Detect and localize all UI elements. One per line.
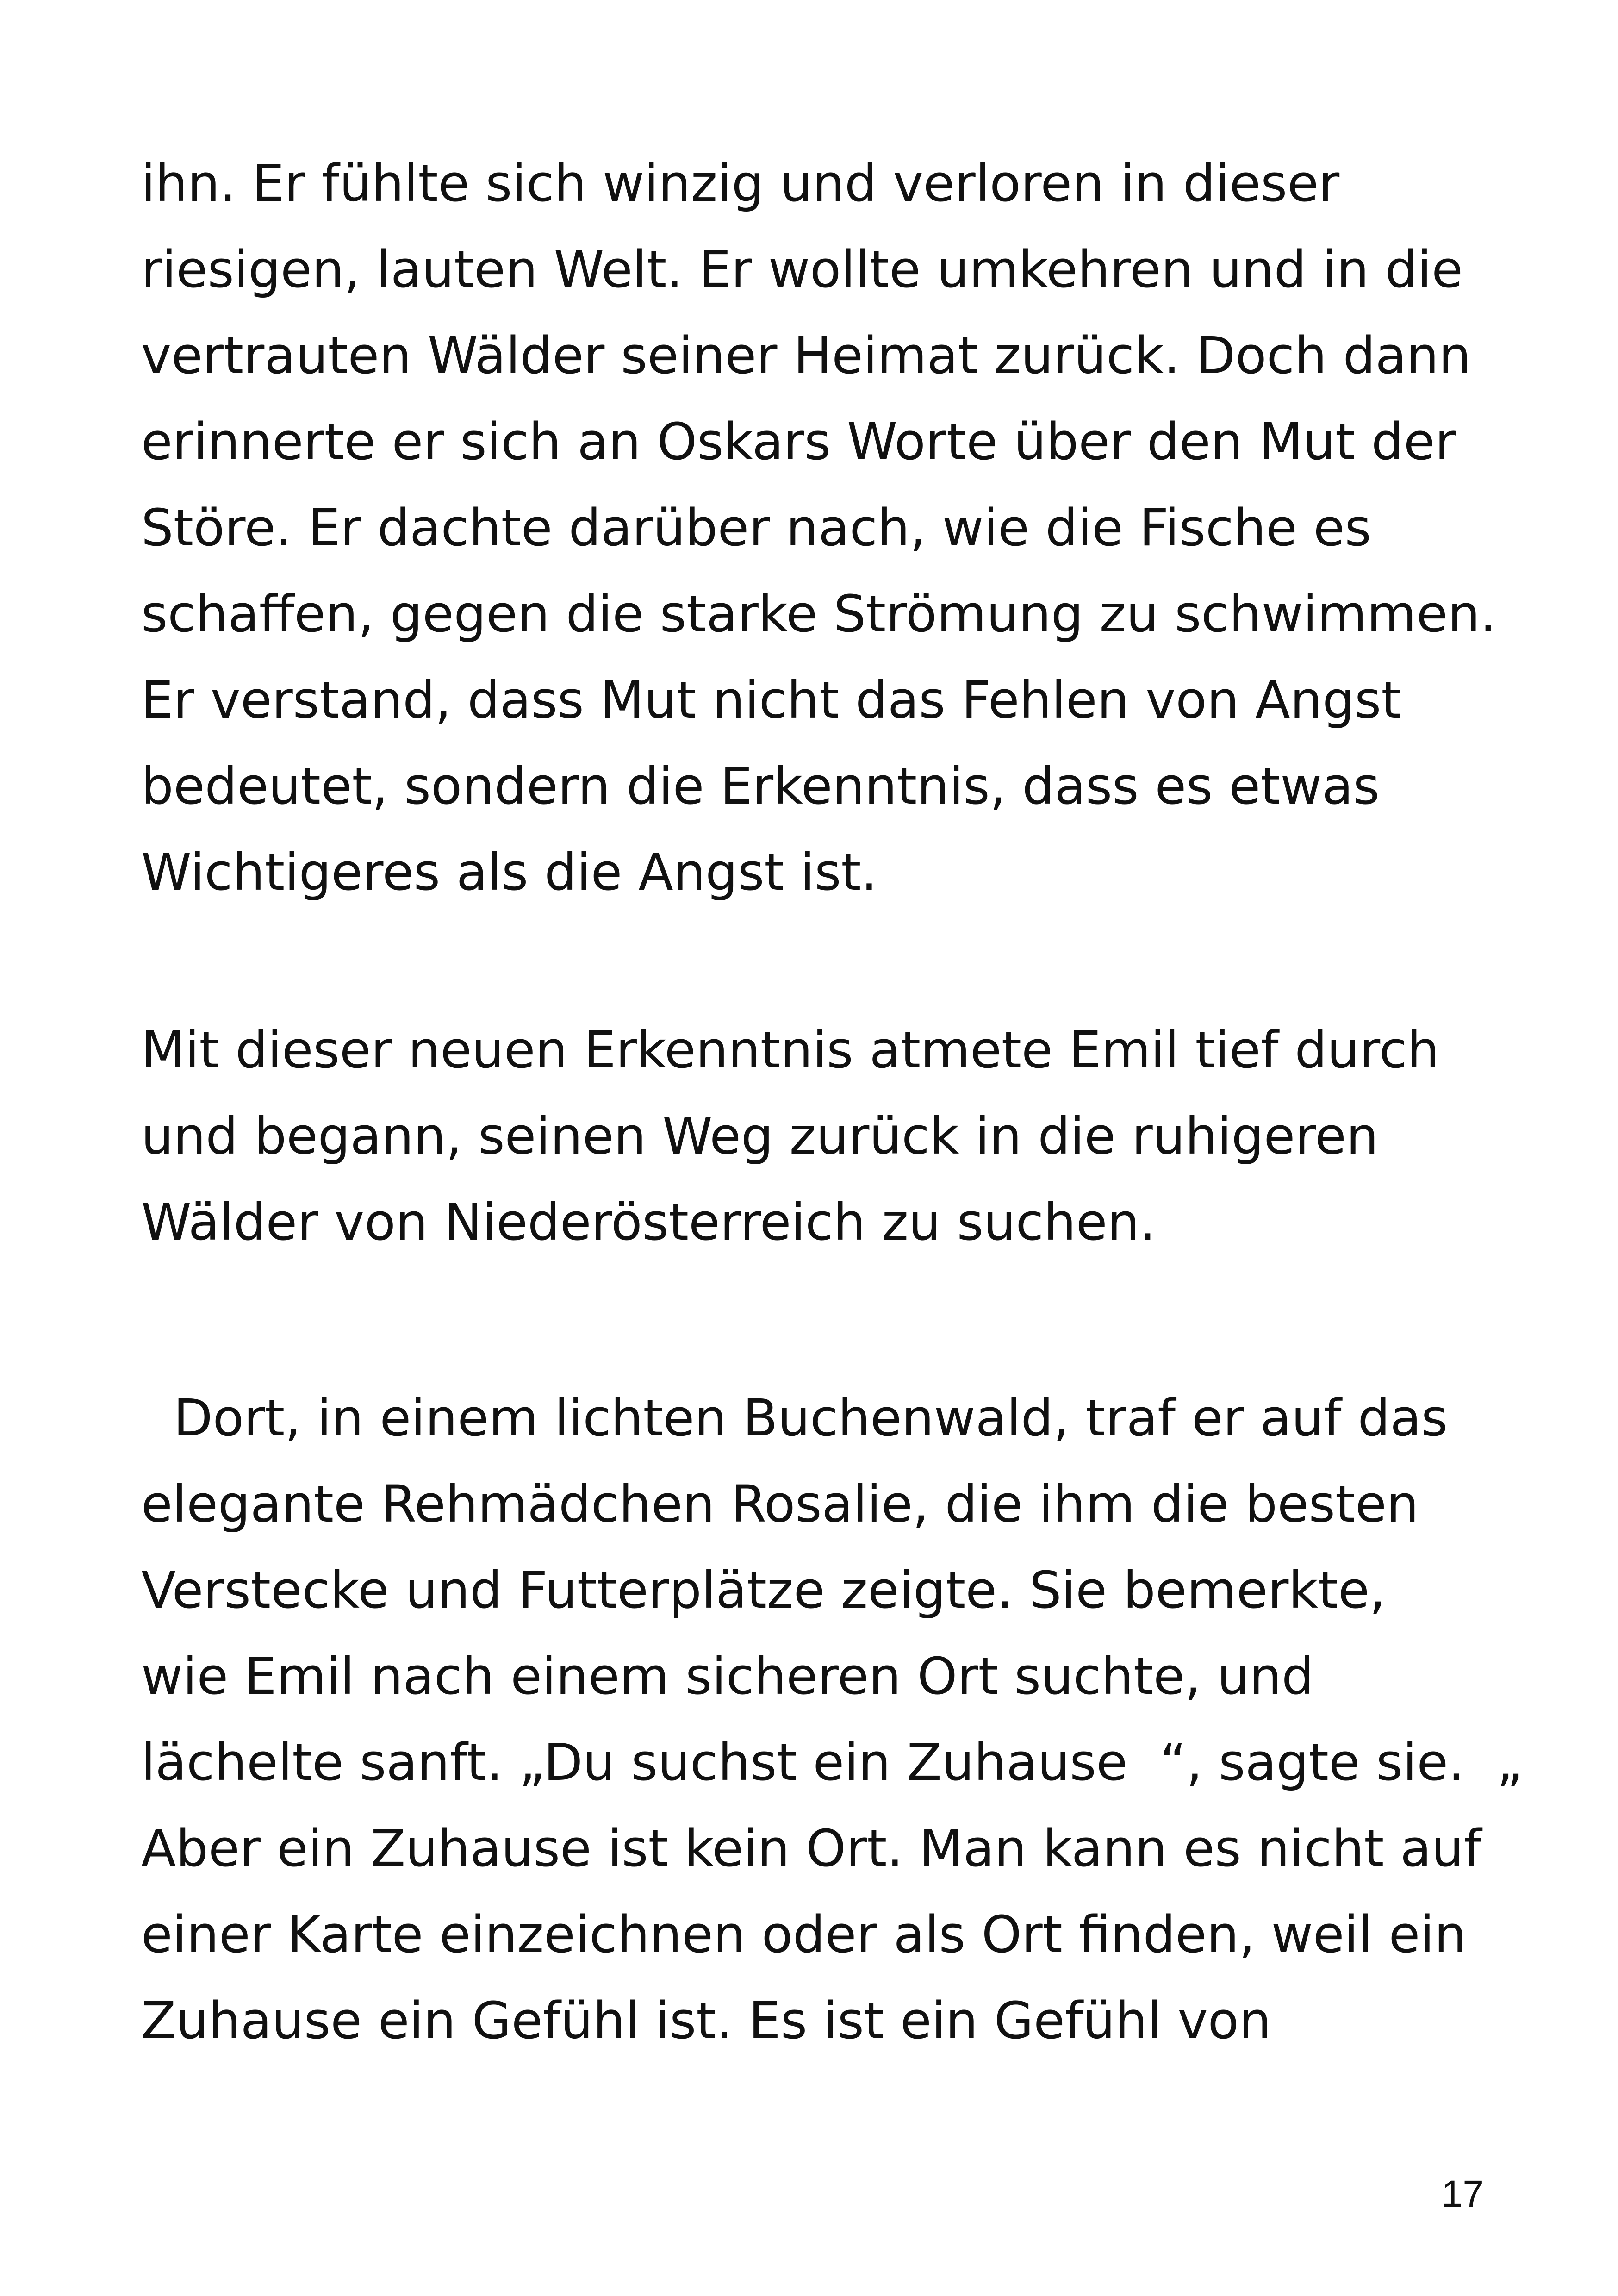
text-line: vertrauten Wälder seiner Heimat zurück. Doch dann xyxy=(141,326,1471,385)
text-line: Dort, in einem lichten Buchenwald, traf er auf das xyxy=(141,1388,1448,1447)
paragraph-1 xyxy=(141,140,1511,915)
text-line: lächelte sanft. „Du suchst ein Zuhause “, sagte sie. „ xyxy=(141,1733,1523,1792)
text-line: erinnerte er sich an Oskars Worte über den Mut der xyxy=(141,412,1456,471)
text-line: ihn. Er fühlte sich winzig und verloren in dieser xyxy=(141,154,1340,213)
text-line: Zuhause ein Gefühl ist. Es ist ein Gefühl von xyxy=(141,1991,1271,2050)
text-line: elegante Rehmädchen Rosalie, die ihm die besten xyxy=(141,1474,1419,1534)
text-line: einer Karte einzeichnen oder als Ort finden, weil ein xyxy=(141,1905,1467,1964)
text-line: Störe. Er dachte darüber nach, wie die Fische es xyxy=(141,498,1371,557)
text-line: Wälder von Niederösterreich zu suchen. xyxy=(141,1192,1156,1252)
paragraph-2 xyxy=(141,1007,1511,1265)
text-line: und begann, seinen Weg zurück in die ruhigeren xyxy=(141,1106,1379,1166)
paragraph-3 xyxy=(141,1375,1523,2064)
text-line: riesigen, lauten Welt. Er wollte umkehren und in die xyxy=(141,240,1463,299)
text-line: wie Emil nach einem sicheren Ort suchte, und xyxy=(141,1647,1314,1706)
text-line: schaffen, gegen die starke Strömung zu schwimmen. xyxy=(141,584,1496,643)
text-line: Aber ein Zuhause ist kein Ort. Man kann es nicht auf xyxy=(141,1819,1482,1878)
text-line: Mit dieser neuen Erkenntnis atmete Emil tief durch xyxy=(141,1020,1440,1079)
page-number: 17 xyxy=(1441,2173,1484,2215)
text-line: bedeutet, sondern die Erkenntnis, dass es etwas xyxy=(141,756,1380,816)
text-line: Er verstand, dass Mut nicht das Fehlen von Angst xyxy=(141,670,1401,730)
text-line: Wichtigeres als die Angst ist. xyxy=(141,842,877,902)
text-line: Verstecke und Futterplätze zeigte. Sie bemerkte, xyxy=(141,1560,1386,1620)
